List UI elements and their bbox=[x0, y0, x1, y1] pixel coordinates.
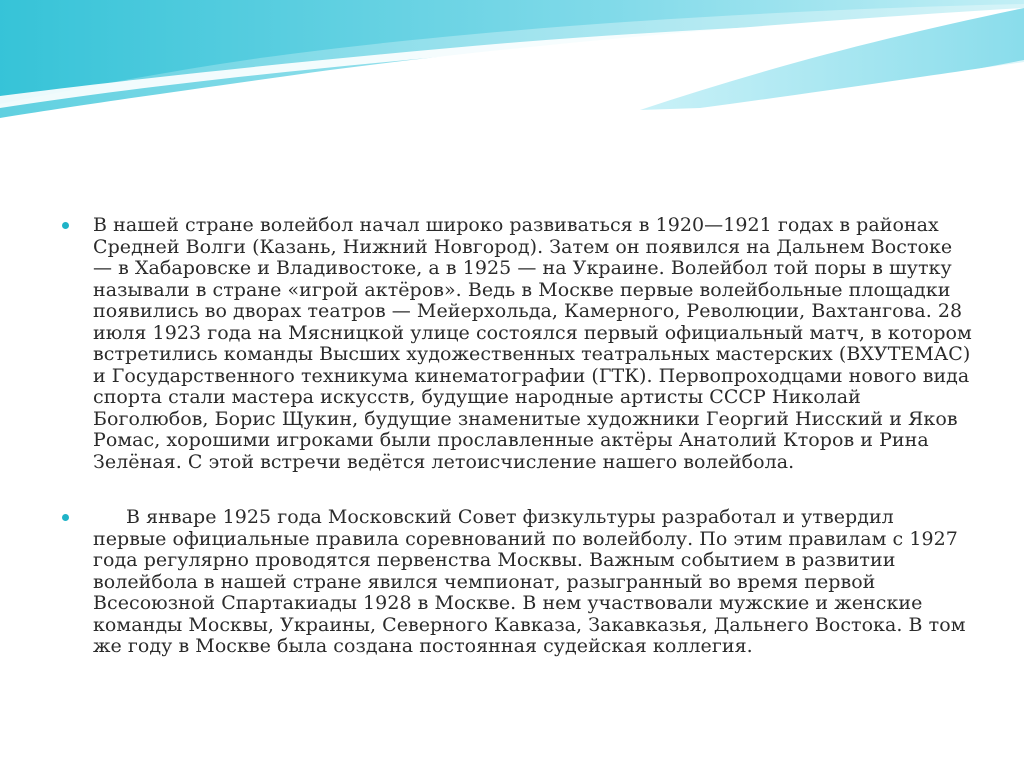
teal-dot-bullet-icon bbox=[62, 514, 69, 521]
teal-dot-bullet-icon bbox=[62, 222, 69, 229]
paragraph-text-1: В нашей стране волейбол начал широко развиваться в 1920—1921 годах в районах Средней Волги (Казань, Нижний Новгород). Затем он появился на Дальнем Востоке — в Хабаровске и Владивостоке, а в 1925 — на Украине. Волейбол той поры в шутку называли в стране «игрой актёров». Ведь в Москве первые волейбольные площадки появились во дворах театров — Мейерхольда, Камерного, Революции, Вахтангова. 28 июля 1923 года на Мясницкой улице состоялся первый официальный матч, в котором встретились команды Высших художественных театральных мастерских (ВХУТЕМАС) и Государственного техникума кинематографии (ГТК). Первопроходцами нового вида спорта стали мастера искусств, будущие народные артисты СССР Николай Боголюбов, Борис Щукин, будущие знаменитые художники Георгий Нисский и Яков Ромас, хорошими игроками были прославленные актёры Анатолий Кторов и Рина Зелёная. С этой встречи ведётся летоисчисление нашего волейбола. bbox=[93, 214, 972, 473]
slide-body bbox=[62, 215, 972, 692]
bullet-paragraph-1 bbox=[62, 215, 972, 473]
paragraph-text-2: В январе 1925 года Московский Совет физкультуры разработал и утвердил первые официальные правила соревнований по волейболу. По этим правилам с 1927 года регулярно проводятся первенства Москвы. Важным событием в развитии волейбола в нашей стране явился чемпионат, разыгранный во время первой Всесоюзной Спартакиады 1928 в Москве. В нем участвовали мужские и женские команды Москвы, Украины, Северного Кавказа, Закавказья, Дальнего Востока. В том же году в Москве была создана постоянная судейская коллегия. bbox=[93, 506, 966, 657]
bullet-paragraph-2 bbox=[62, 507, 972, 658]
decorative-wave-header bbox=[0, 0, 1024, 130]
